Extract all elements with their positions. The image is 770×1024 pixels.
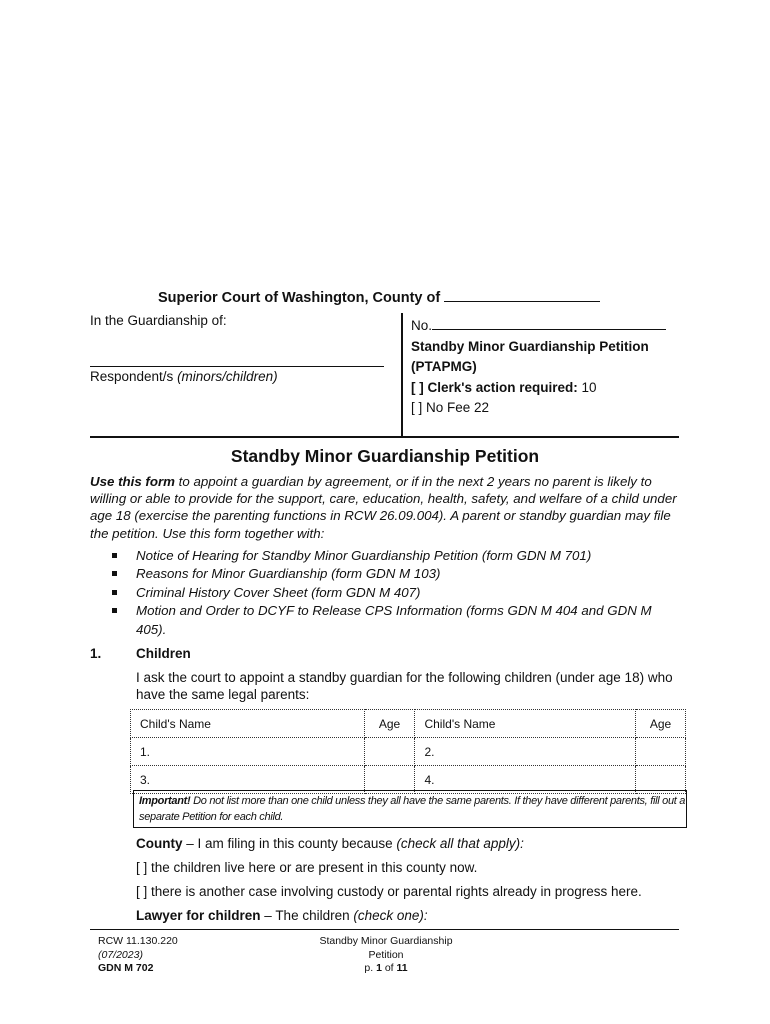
- county-option-live-here[interactable]: [ ] the children live here or are present in this county now.: [136, 860, 478, 875]
- county-text: – I am filing in this county because: [182, 836, 397, 851]
- lawyer-line: [136, 908, 428, 923]
- bullet-square-icon: [112, 571, 117, 576]
- bullet-square-icon: [112, 608, 117, 613]
- section-text: I ask the court to appoint a standby guardian for the following children (under age 18) who have the same legal parents:: [136, 670, 673, 702]
- footer-statute: RCW 11.130.220: [98, 935, 178, 947]
- no-fee-row[interactable]: [ ] No Fee 22: [411, 400, 490, 415]
- caption-bottom-rule: [90, 436, 679, 438]
- page-prefix: p.: [364, 962, 377, 974]
- child-name-cell[interactable]: 1.: [131, 738, 365, 766]
- clerk-action-code: 10: [577, 379, 597, 395]
- guardianship-label: In the Guardianship of:: [90, 313, 227, 328]
- court-title-text: Superior Court of Washington, County of: [158, 290, 441, 306]
- important-text: Do not list more than one child unless they all have the same parents. If they have different parents, fill out a separate Petition for each child.: [139, 795, 686, 823]
- intro-text: to appoint a guardian by agreement, or if in the next 2 years no parent is likely to willing or able to provide for the support, care, education, health, safety, and welfare of a child under age 18 (exercise the parenting functions in RCW 26.09.004). A parent or standby guardian may file the petition. Use this form together with:: [90, 474, 677, 541]
- clerk-action-row[interactable]: [411, 378, 681, 399]
- court-heading: [158, 287, 600, 306]
- county-line: [136, 836, 524, 851]
- respondent-label-text: Respondent/s: [90, 369, 178, 384]
- lawyer-italic: (check one):: [353, 908, 428, 923]
- lawyer-text: – The children: [260, 908, 354, 923]
- intro-paragraph: [90, 473, 686, 542]
- case-number-label: No.: [411, 318, 433, 333]
- respondent-label: [90, 369, 278, 384]
- footer-center: [306, 935, 466, 976]
- footer-rule: [90, 929, 679, 930]
- respondent-name-line[interactable]: [90, 366, 384, 367]
- attachment-text: Notice of Hearing for Standby Minor Guardianship Petition (form GDN M 701): [136, 548, 592, 563]
- clerk-action-label: Clerk's action required:: [427, 379, 578, 395]
- table-header-row: [131, 710, 686, 738]
- county-italic: (check all that apply):: [396, 836, 524, 851]
- bullet-square-icon: [112, 590, 117, 595]
- form-name-line1: [411, 337, 681, 358]
- county-bold: County: [136, 836, 183, 851]
- important-bold: Important!: [139, 795, 191, 807]
- lawyer-bold: Lawyer for children: [136, 908, 261, 923]
- county-option-other-case[interactable]: [ ] there is another case involving custody or parental rights already in progress here.: [136, 884, 642, 899]
- bullet-square-icon: [112, 553, 117, 558]
- caption-right-block: [411, 316, 681, 419]
- form-title: Standby Minor Guardianship Petition: [230, 446, 540, 466]
- form-name-line1-text: Standby Minor Guardianship Petition: [411, 338, 649, 354]
- attachments-list: [108, 547, 683, 639]
- important-note: [133, 790, 687, 828]
- child-name-cell[interactable]: 3.: [131, 766, 365, 794]
- list-item: [108, 565, 683, 583]
- case-number-blank[interactable]: [432, 316, 666, 330]
- child-name-cell[interactable]: 2.: [415, 738, 636, 766]
- form-name-line2: [411, 357, 681, 378]
- child-age-cell[interactable]: [636, 738, 686, 766]
- header-age: Age: [364, 710, 415, 738]
- footer-form-code: GDN M 702: [98, 962, 154, 974]
- footer-date: (07/2023): [98, 948, 143, 961]
- footer-left: [98, 935, 178, 976]
- form-name-line2-text: (PTAPMG): [411, 359, 477, 374]
- header-child-name: Child's Name: [415, 710, 636, 738]
- list-item: [108, 547, 683, 565]
- clerk-checkbox[interactable]: [ ]: [411, 379, 428, 395]
- page-total: 11: [396, 962, 408, 974]
- page-of: of: [381, 962, 397, 974]
- attachment-text: Criminal History Cover Sheet (form GDN M 407): [136, 584, 421, 600]
- attachment-text: Reasons for Minor Guardianship (form GDN M 103): [136, 566, 441, 582]
- case-number-row: [411, 316, 681, 337]
- respondent-label-italic: (minors/children): [177, 369, 278, 384]
- list-item: [108, 584, 683, 602]
- footer-center-line2: Petition: [368, 948, 404, 961]
- page-number: [306, 962, 466, 976]
- child-age-cell[interactable]: [364, 738, 415, 766]
- section-number: 1.: [90, 646, 102, 661]
- county-blank-line[interactable]: [444, 287, 600, 302]
- page-num: 1: [376, 962, 382, 974]
- list-item: [108, 602, 683, 639]
- child-name-cell[interactable]: 4.: [415, 766, 636, 794]
- section-heading: Children: [136, 646, 191, 661]
- header-age: Age: [636, 710, 686, 738]
- table-row: [131, 738, 686, 766]
- footer-center-line1: Standby Minor Guardianship: [319, 935, 453, 947]
- caption-divider: [401, 313, 403, 438]
- children-table: [130, 709, 686, 794]
- intro-bold-lead: Use this form: [90, 474, 175, 489]
- attachment-text: Motion and Order to DCYF to Release CPS Information (forms GDN M 404 and GDN M 405).: [136, 603, 652, 637]
- header-child-name: Child's Name: [131, 710, 365, 738]
